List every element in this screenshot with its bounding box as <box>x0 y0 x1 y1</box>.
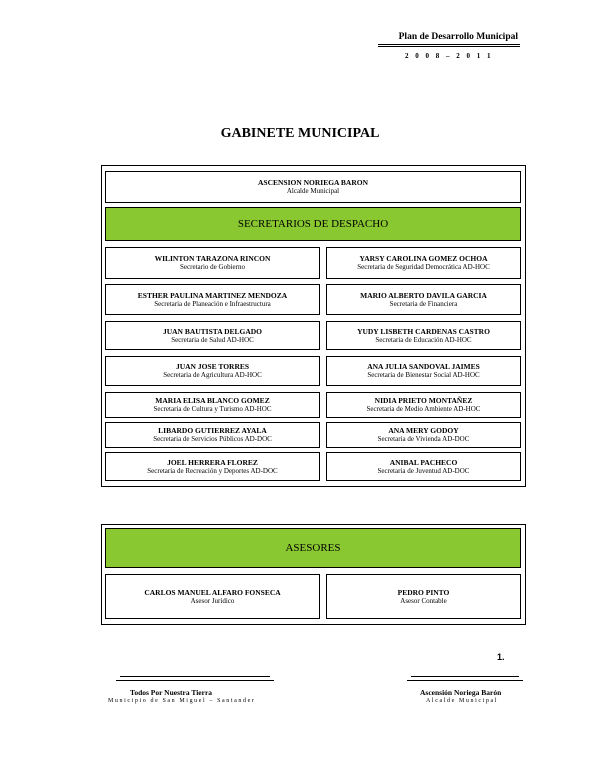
secretary-box <box>105 392 320 418</box>
advisors-heading: ASESORES <box>105 528 521 568</box>
secretary-role: Secretaria de Seguridad Democrática AD-HOC <box>357 263 490 271</box>
secretary-role: Secretario de Gobierno <box>180 263 245 271</box>
footer-right-title: Ascensión Noriega Barón <box>420 688 502 697</box>
secretary-box <box>105 321 320 350</box>
header-rule <box>378 44 520 45</box>
secretary-name: YUDY LISBETH CARDENAS CASTRO <box>357 326 490 336</box>
secretary-box <box>105 452 320 481</box>
secretary-role: Secretaria de Educación AD-HOC <box>375 335 472 344</box>
secretary-name: ANIBAL PACHECO <box>389 457 458 467</box>
secretary-box <box>105 284 320 315</box>
page-number: 1. <box>497 652 505 662</box>
secretary-role: Secretaria de Servicios Públicos AD-DOC <box>153 435 272 443</box>
secretary-box <box>326 422 521 448</box>
secretary-name: ANA JULIA SANDOVAL JAIMES <box>367 362 480 371</box>
advisor-box <box>105 574 320 619</box>
header-rule <box>378 46 520 47</box>
footer-right-subtitle: Alcalde Municipal <box>426 698 499 704</box>
secretary-box <box>326 284 521 315</box>
signature-line-left <box>116 680 274 681</box>
secretary-name: MARIA ELISA BLANCO GOMEZ <box>155 396 270 405</box>
secretary-name: NIDIA PRIETO MONTAÑEZ <box>374 396 473 405</box>
secretary-role: Secretaria de Salud AD-HOC <box>171 335 254 344</box>
secretary-name: WILINTON TARAZONA RINCON <box>154 254 271 263</box>
footer-left-subtitle: Municipio de San Miguel – Santander <box>108 698 256 704</box>
secretary-box <box>105 422 320 448</box>
secretary-role: Secretaria de Cultura y Turismo AD-HOC <box>153 405 272 413</box>
secretary-role: Secretaria de Agricultura AD-HOC <box>163 371 262 379</box>
secretary-name: YARSY CAROLINA GOMEZ OCHOA <box>359 254 488 263</box>
secretary-role: Secretaria de Financiera <box>389 299 458 308</box>
secretary-role: Secretaria de Recreación y Deportes AD-DOC <box>147 466 278 475</box>
secretary-role: Secretaria de Vivienda AD-DOC <box>377 435 470 443</box>
mayor-box <box>105 171 521 203</box>
secretary-name: LIBARDO GUTIERREZ AYALA <box>158 426 267 435</box>
secretaries-heading: SECRETARIOS DE DESPACHO <box>105 207 521 241</box>
advisor-name: PEDRO PINTO <box>397 587 450 597</box>
secretary-box <box>326 392 521 418</box>
secretary-box <box>326 247 521 279</box>
header-title: Plan de Desarrollo Municipal <box>398 32 518 42</box>
secretary-name: ESTHER PAULINA MARTINEZ MENDOZA <box>137 290 288 300</box>
signature-line-left <box>120 676 270 677</box>
advisor-role: Asesor Jurídico <box>190 596 235 605</box>
footer-left-title: Todos Por Nuestra Tierra <box>130 688 213 697</box>
signature-line-right <box>407 680 523 681</box>
secretary-role: Secretaria de Planeación e Infraestructura <box>154 299 271 308</box>
secretary-name: ANA MERY GODOY <box>388 426 459 435</box>
secretary-name: MARIO ALBERTO DAVILA GARCIA <box>360 290 487 300</box>
page-title: GABINETE MUNICIPAL <box>220 126 380 141</box>
secretary-name: JUAN BAUTISTA DELGADO <box>162 326 263 336</box>
advisor-name: CARLOS MANUEL ALFARO FONSECA <box>144 587 281 597</box>
secretary-box <box>105 356 320 386</box>
mayor-role: Alcalde Municipal <box>286 187 340 195</box>
secretary-role: Secretaria de Medio Ambiente AD-HOC <box>366 405 481 413</box>
signature-line-right <box>411 676 519 677</box>
secretary-name: JOEL HERRERA FLOREZ <box>167 457 258 467</box>
header-years: 2 0 0 8 – 2 0 1 1 <box>405 52 493 60</box>
secretary-box <box>326 321 521 350</box>
advisor-role: Asesor Contable <box>400 596 447 605</box>
secretary-box <box>326 356 521 386</box>
secretary-role: Secretaria de Bienestar Social AD-HOC <box>367 371 480 379</box>
secretary-name: JUAN JOSE TORRES <box>175 362 250 371</box>
advisor-box <box>326 574 521 619</box>
secretary-box <box>105 247 320 279</box>
secretary-box <box>326 452 521 481</box>
secretary-role: Secretaria de Juventud AD-DOC <box>377 466 470 475</box>
mayor-name: ASCENSION NORIEGA BARON <box>257 178 369 187</box>
